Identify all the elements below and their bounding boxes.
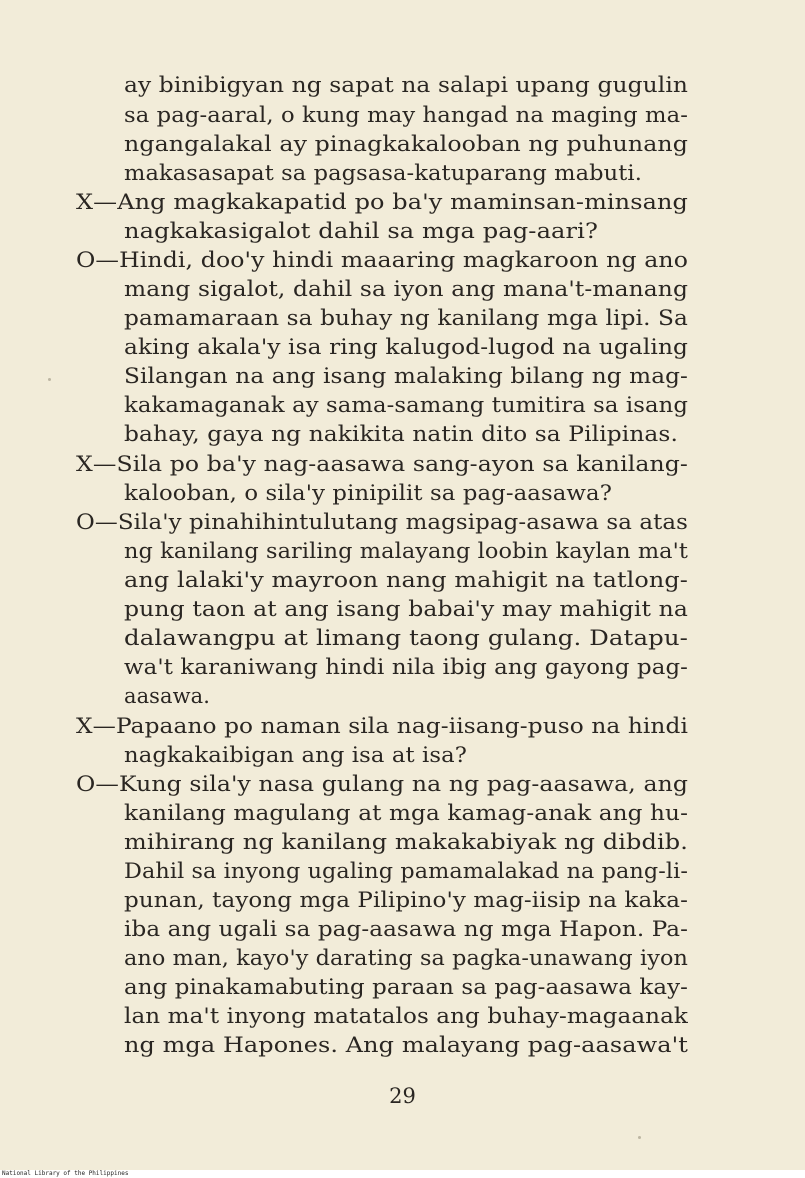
- text-line: nagkakasigalot dahil sa mga pag-aari?: [124, 219, 598, 243]
- text-line: aking akala'y isa ring kalugod-lugod na ugaling: [124, 335, 688, 359]
- text-line: kalooban, o sila'y pinipilit sa pag-aasawa?: [124, 481, 612, 505]
- text-line: mihirang ng kanilang makakabiyak ng dibdib.: [124, 830, 688, 854]
- text-line: O—Hindi, doo'y hindi maaaring magkaroon ng ano: [76, 248, 688, 272]
- text-line: aasawa.: [124, 684, 210, 708]
- text-line: kakamaganak ay sama-samang tumitira sa isang: [124, 393, 688, 417]
- text-line: Silangan na ang isang malaking bilang ng mag-: [124, 364, 688, 388]
- text-line: pamamaraan sa buhay ng kanilang mga lipi. Sa: [124, 306, 688, 330]
- text-line: sa pag-aaral, o kung may hangad na maging ma-: [124, 103, 688, 127]
- text-line: nagkakaibigan ang isa at isa?: [124, 743, 467, 767]
- paper-speck: [48, 378, 51, 381]
- text-line: bahay, gaya ng nakikita natin dito sa Pilipinas.: [124, 422, 678, 446]
- text-line: ano man, kayo'y darating sa pagka-unawang iyon: [124, 946, 688, 970]
- text-line: wa't karaniwang hindi nila ibig ang gayong pag-: [124, 655, 688, 679]
- text-line: O—Kung sila'y nasa gulang na ng pag-aasawa, ang: [76, 772, 688, 796]
- page-number: 29: [389, 1084, 416, 1108]
- paper-speck: [638, 1136, 641, 1139]
- text-line: ay binibigyan ng sapat na salapi upang gugulin: [124, 73, 688, 97]
- text-line: ang pinakamabuting paraan sa pag-aasawa kay-: [124, 975, 688, 999]
- text-line: pung taon at ang isang babai'y may mahigit na: [124, 597, 688, 621]
- text-line: makasasapat sa pagsasa-katuparang mabuti.: [124, 161, 642, 185]
- text-line: X—Ang magkakapatid po ba'y maminsan-minsang: [76, 190, 688, 214]
- text-line: kanilang magulang at mga kamag-anak ang hu-: [124, 801, 688, 825]
- text-line: Dahil sa inyong ugaling pamamalakad na pang-li-: [124, 859, 688, 883]
- text-line: ng mga Hapones. Ang malayang pag-aasawa't: [124, 1033, 688, 1057]
- text-line: mang sigalot, dahil sa iyon ang mana't-manang: [124, 277, 688, 301]
- text-line: ng kanilang sariling malayang loobin kaylan ma't: [124, 539, 688, 563]
- text-line: lan ma't inyong matatalos ang buhay-magaanak: [124, 1004, 688, 1028]
- text-line: X—Sila po ba'y nag-aasawa sang-ayon sa kanilang-: [76, 452, 688, 476]
- text-line: ngangalakal ay pinagkakalooban ng puhunang: [124, 132, 688, 156]
- text-line: punan, tayong mga Pilipino'y mag-iisip na kaka-: [124, 888, 688, 912]
- text-line: iba ang ugali sa pag-aasawa ng mga Hapon. Pa-: [124, 917, 688, 941]
- text-line: O—Sila'y pinahihintulutang magsipag-asawa sa atas: [76, 510, 688, 534]
- text-line: dalawangpu at limang taong gulang. Datapu-: [124, 626, 688, 650]
- text-line: X—Papaano po naman sila nag-iisang-puso na hindi: [76, 714, 688, 738]
- text-line: ang lalaki'y mayroon nang mahigit na tatlong-: [124, 568, 688, 592]
- scan-credit: National Library of the Philippines: [2, 1170, 129, 1177]
